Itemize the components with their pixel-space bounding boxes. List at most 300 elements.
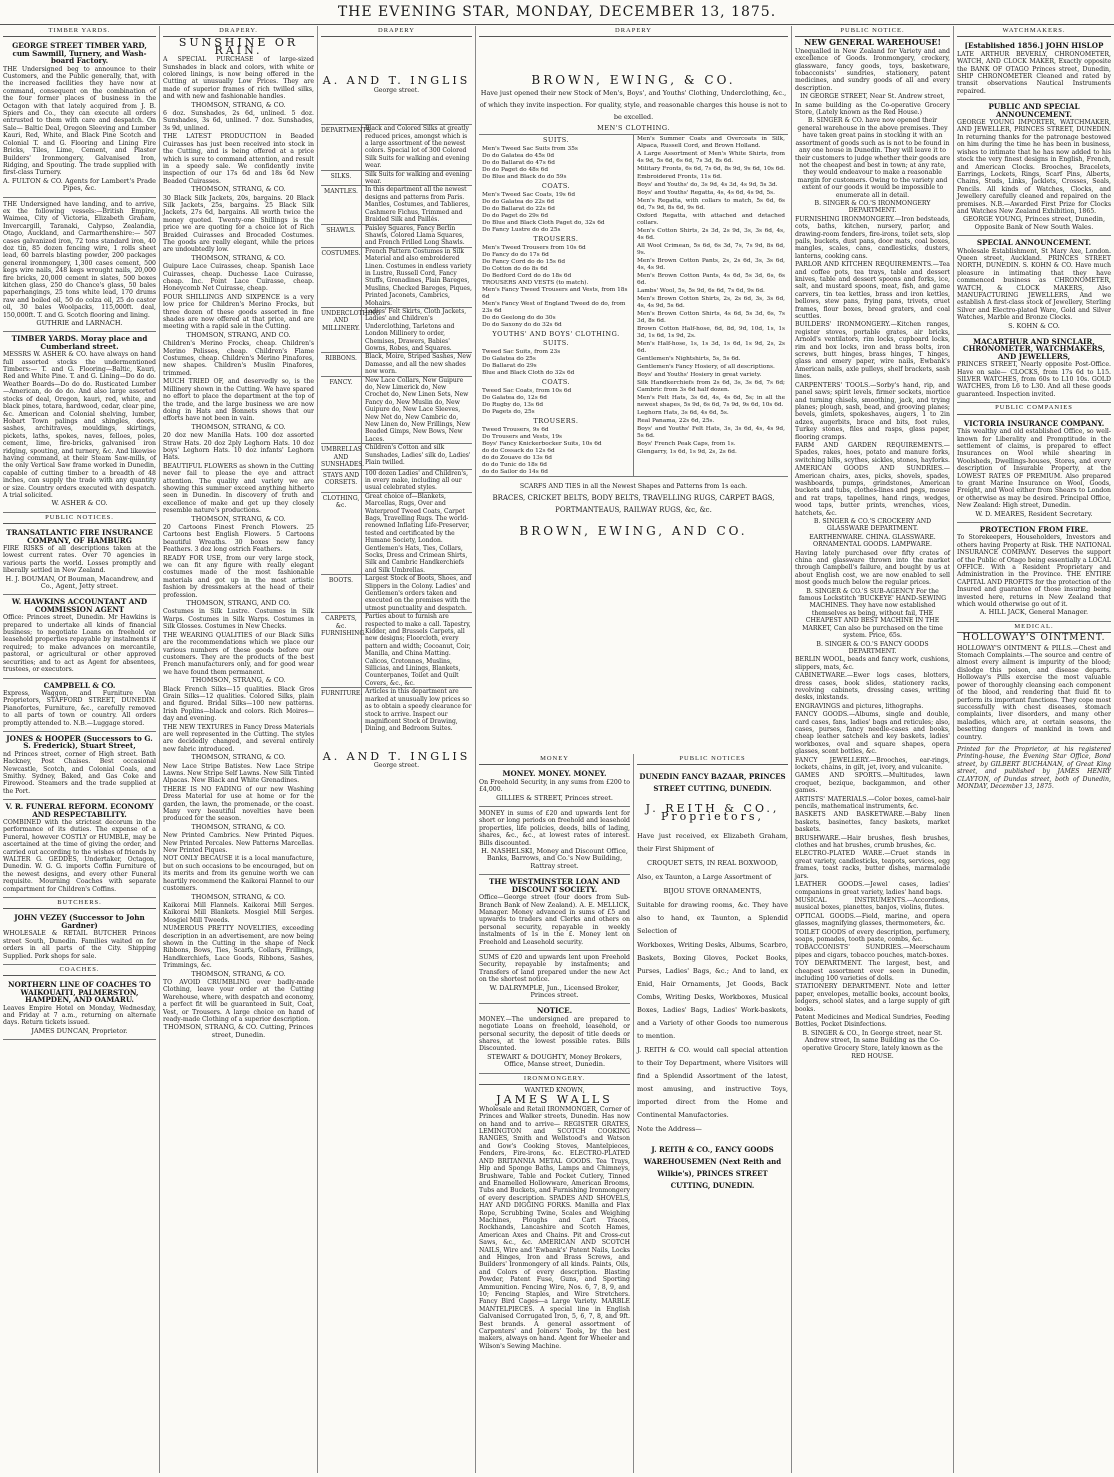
singer-paragraph: ARTISTS' MATERIALS.—Color boxes, camel-hair pencils, mathematical instruments, &c.	[795, 795, 950, 811]
department-text: Black and Colored Silks at greatly reduced prices, amongst which is a large assortment of the newest colors. Special lot of 300 Colored Silk Suits for walking and evening wear.	[365, 125, 470, 170]
advertisement	[3, 332, 156, 512]
walls-pre: WANTED KNOWN,	[524, 1087, 585, 1095]
section-head-watchmakers: WATCHMAKERS.	[957, 26, 1111, 37]
holloway-body: HOLLOWAY'S OINTMENT & PILLS.—Chest and Stomach Complaints.—The source and centre of almost every ailment is impurity of the blood; dislodge this poison, and disease departs. Holloway's Pills exercise the most valuable power of thoroughly cleansing each component of the blood, and rendering that fluid fit to perform its important functions. They cope most successfully with chest diseases, stomach complaints, liver disorders, and many other maladies, which are, at certain seasons, the besetting dangers of mankind in town and country.	[957, 644, 1111, 741]
price-line: Men's Regatta, with collars to match, 5s 6d, 6s 6d, 7s 9d, 8s 6d, 9s 6d.	[637, 198, 785, 212]
singer-paragraph: IN GEORGE STREET, Near St. Andrew street,	[800, 93, 945, 101]
drapery-paragraph: FOUR SHILLINGS AND SIXPENCE is a very low price for Children's Merino Frocks, but three dozen of these goods assorted in fine shades are now offered at that price, and are meeting with a rapid sale in the Cutting.	[163, 293, 314, 331]
section-head-drapery-2: DRAPERY	[321, 26, 472, 37]
section-head-drapery-3: DRAPERY	[479, 26, 788, 37]
price-line: Do do Paget do 48s 6d	[482, 167, 549, 174]
singer-paragraph: B. SINGER & CO.'S SUB-AGENCY For the famous Lockstitch 'BUCKEYE' HAND-SEWING MACHINES. They have now established themselves as being, without fail, THE CHEAPEST AND BEST MACHINE IN THE MARKET, Can also be purchased on the time system. Price, 65s.	[798, 587, 947, 640]
braces-line: BRACES, CRICKET BELTS, BODY BELTS, TRAVELLING RUGS, CARPET BAGS, PORTMANTEAUS, RAILWAY RUGS, &c, &c.	[492, 493, 775, 514]
department-text: Children's Cotton and silk Sunshades, Ladies' silk do, Ladies' Plain twilled.	[365, 444, 471, 467]
section-head-money: MONEY	[479, 754, 630, 765]
department-text: Silk Suits for walking and evening wear.	[365, 170, 470, 186]
singer-paragraph: ELECTRO-PLATED WARE.—Cruet stands in great variety, candlesticks, teapots, services, egg frames, toast racks, butter dishes, marmalade jars.	[795, 850, 950, 880]
advertisement	[957, 236, 1111, 335]
department-row	[321, 124, 472, 169]
ad-signature: W. D. MEARES, Resident Secretary.	[975, 509, 1093, 518]
ad-title: GEORGE STREET TIMBER YARD, cum Sawmill, Turnery, and Wash-board Factory.	[12, 41, 147, 66]
ad-body: MONEY in sums of £20 and upwards lent for short or long periods on freehold and leasehold properties, life policies, deeds, bills of lading, shares, &c., &c., at lowest rates of interest. Bills discounted.	[479, 810, 630, 847]
advertisement	[3, 39, 156, 197]
singer-paragraph: TOILET GOODS of every description, perfumery, soaps, pomades, tooth paste, combs, &c.	[795, 928, 950, 943]
department-row	[321, 247, 472, 307]
inglis-subtitle: George street.	[373, 86, 420, 94]
drapery-paragraph: 20 Cartoons Finest French Flowers. 25 Cartoons best English Flowers. 5 Cartoons beautiful Wreaths. 30 boxes new fancy Feathers. 3 doz long ostrich Feathers.	[163, 524, 314, 554]
singer-paragraph: GAMES AND SPORTS.—Multitudes, lawn croquet, bezique, backgammon, and other games.	[795, 772, 950, 795]
ad-title: [Established 1856.] JOHN HISLOP	[964, 41, 1104, 51]
advertisement	[3, 526, 156, 595]
ad-body: THE Undersigned beg to announce to their Customers, and the Public generally, that, with the increased facilities they have now at command, consequent on the combination of the four former places of business in the Octagon with that lately acquired from J. B. Spiers and Co., they can execute all orders entrusted to them with care and despatch. On Sale— Baltic Deal, Oregon Sleeving and Lumber Kauri, Red, White, and Black Pine Scotch and Colonial T. and G. Flooring and Lining Fire Bricks, Tiles, Lime, Cement, and Plaster Builders' Ironmongery, Galvanised Iron, Ridging, and Spouting. The trade supplied with first-class Turnery.	[3, 65, 156, 177]
price-line: Men's Tweed Trousers from 10s 6d	[482, 245, 586, 252]
ad-signature: W. DALRYMPLE, Jun., Licensed Broker, Princes street.	[489, 983, 620, 999]
drapery-paragraph: A SPECIAL PURCHASE of large-sized Sunshades in black and colors, with white or colored linings, is now being offered in the Cutting at unusually Low Prices. They are made of superior frames of rich twilled silks, and with new and fashionable handles.	[163, 56, 314, 101]
advertisement	[3, 800, 156, 898]
singer-paragraph: FURNISHING IRONMONGERY.—Iron bedsteads, cots, baths, kitchen, nursery, parlor, and drawing-room fenders, fire-irons, toilet sets, slop pails, buckets, dust pans, door mats, coal boxes, mangles, scales, cans, candlesticks, dusters, lanterns, cooking cans.	[795, 215, 950, 260]
department-label: DEPARTMENTS.	[321, 125, 362, 169]
singer-paragraph: FANCY GOODS.—Albums, single and double, card cases, fans, ladies' bags and reticules; also, cases, purses, fancy needle-cases and books, cheap leather satchels and key baskets, ladies' workboxes, oval and square shapes, opera glasses, scent bottles, &c.	[795, 711, 950, 756]
department-label: FANCY.	[321, 377, 362, 444]
drapery-paragraph: THERE IS NO FADING of our new Washing Dress Material for use at home or for the garden, the lawn, the promenade, or the coast. Many very beautiful novelties have been produced for the season.	[163, 785, 314, 823]
price-line: Real Panama, 22s 6d, 25s.	[637, 418, 715, 425]
department-text: 100 dozen Ladies' and Children's, in every make, including all our usual celebrated styles.	[365, 469, 469, 492]
ad-title: JONES & HOOPER (Successors to G. S. Frederick), Stuart Street,	[6, 733, 153, 751]
advertisement	[957, 39, 1111, 100]
scarfs-line: SCARFS AND TIES in all the Newest Shapes and Patterns from 1s each.	[519, 483, 748, 491]
walls-body: Wholesale and Retail IRONMONGER, Corner of Princes and Walker streets, Dunedin. Has now on hand and to arrive— REGISTER GRATES, LEMINGTON and SCOTCH COOKING RANGES, Smith and Wellstood's and Watson and Gow's Cooking Stoves, Mantelpieces, Fenders, Fire-irons, &c. ELECTRO-PLATED AND BRITANNIA METAL GOODS. Tea Trays, Hip and Sponge Baths, Lamps and Chimneys, Brushware, Table and Pocket Cutlery, Tinned and Enamelled Hollowware, American Brooms, Tubs and Buckets, and Furnishing Ironmongery of every description. SPADES AND SHOVELS, HAY AND DIGGING FORKS. Manilla and Flax Rope, Scrubbing Twine, Scales and Weighing Machines, Ploughs and Cart Traces, Rockhands, Lancashire and Scotch Hames, American Axes and Chains. Pit and Cross-cut Saws, &c., &c. AMERICAN AND SCOTCH NAILS, Wire and 'Ewbank's' Patent Nails, Locks and Hinges, Iron and Brass Screws, and Builders' Ironmongery of all kinds. Paints, Oils, and Colors of every description. Blasting Powder, Patent Fuse, Guns, and Sporting Ammunition. Fencing Wire, Nos. 6, 7, 8, 9, and 10; Fencing Staples, and Wire Stretchers. Fancy Bird Cages—a Large Variety. MARBLE MANTELPIECES. A special line in English Galvanised Corrugated Iron, 5, 6, 7, 8, and 9ft. Best brands. A general assortment of Carpenters' and Joiners' Tools, by the best makers, always on hand. Agent for Wheeler and Wilson's Sewing Machine.	[479, 1105, 630, 1350]
drapery-paragraph: 6 doz. Sunshades, 2s 6d, unlined. 5 doz. Sunshades, 3s 6d, unlined. 7 doz. Sunshades, 3s 9d, unlined.	[163, 110, 314, 132]
singer-paragraph: B. SINGER & CO.'S IRONMONGERY DEPARTMENT.	[814, 199, 931, 215]
drapery-paragraph: Children's Merino Frocks, cheap. Children's Merino Pelisses, cheap. Children's Flame Costumes, cheap. Children's Merino Pinafores, new shapes. Children's Muslin Pinafores, trimmed.	[163, 340, 314, 377]
thomson-signature: THOMSON, STRANG, & CO.	[191, 892, 286, 901]
ad-title: TRANSATLANTIC FIRE INSURANCE COMPANY, OF HAMBURG	[6, 528, 153, 545]
department-text: In this department all the newest designs and patterns from Paris. Mantles, Costumes, and Tablieres, Cashmere Fichus, Trimmed and Braided Silk and Paillés.	[365, 186, 470, 224]
thomson-signature: THOMSON, STRANG, & CO.	[191, 514, 286, 523]
department-label: COSTUMES.	[321, 248, 362, 307]
singer-paragraph: BASKETS AND BASKETWARE.—Baby linen baskets, basinettes, fancy baskets, market baskets.	[795, 811, 950, 834]
ad-signature: S. KOHN & CO.	[1008, 321, 1060, 330]
ad-title: V. R. FUNERAL REFORM. ECONOMY AND RESPECTABILITY.	[5, 802, 154, 819]
ad-title: TIMBER YARDS. Moray place and Cumberland street.	[11, 334, 148, 351]
price-line: Men's Brown Cotton Pants, 4s 6d, 5s 3d, 6s, 6s 6d.	[637, 273, 785, 287]
drapery-paragraph: 20 doz new Manilla Hats. 100 doz assorted Straw Hats. 20 doz 2ply Leghorn Hats. 10 doz boys' Leghorn Hats. 10 doz infants' Leghorn Hats.	[163, 432, 314, 462]
ad-signature: GUTHRIE and LARNACH.	[36, 319, 123, 328]
price-line: Gentlemen's Fancy Hosiery, of all descriptions.	[637, 364, 775, 371]
price-line: Men's Fancy West of England Tweed do do, from 23s 6d	[482, 301, 626, 315]
price-line: Men's Brown Cotton Shirts, 2s, 2s 6d, 3s, 3s 6d, 4s, 4s 9d, 5s 6d.	[637, 296, 785, 310]
reith-line: Workboxes, Writing Desks, Albums, Scarbro, Baskets, Boxing Gloves, Pocket Books, Purses, Ladies' Bags, &c.; And to land, ex Enid, Hair Ornaments, Jet Goods, Back Combs, Writing Desks, Workboxes, Musical Boxes, Ladies' Bags, Ladies' Work-baskets, and a Variety of other Goods too numerous to mention.	[637, 941, 788, 1041]
reith-line: Have just received, ex Elizabeth Graham, their First Shipment of	[637, 832, 788, 854]
department-label: SILKS.	[321, 171, 362, 186]
singer-paragraph: FANCY JEWELLERY.—Brooches, ear-rings, lockets, chains, in gilt, jet, ivory, and vulcanite.	[795, 756, 950, 771]
department-text: Parties about to furnish are respected to make a call. Tapestry, Kidder, and Brussels Carpets, all new designs; Floorcloth, every pattern and width; Cocoanut, Coir, Manilla, and China Matting. Calicos, Cretonnes, Muslins, Sillicias, and Linings, Blankets, Counterpanes, Toilet and Quilt Covers, &c., &c.	[365, 613, 471, 687]
ad-signature: A. FULTON & CO. Agents for Lambert's Prade Pipes, &c.	[3, 176, 156, 193]
thomson-signature: THOMSON, STRANG, AND CO.	[186, 599, 291, 608]
drapery-paragraph: TO AVOID CRUMBLING over badly-made Clothing, leave your order at the Cutting Warehouse, where, with despatch and economy, a perfect fit will be guaranteed in Suit, Coat, Vest, or Trousers. A large choice on hand of ready-made Clothing of a superior description.	[163, 978, 314, 1023]
department-text: French Pattern Costumes in Silk Material and also embroidered Linen. Costumes in endless variety in Lustre, Russell Cord, Fancy Stuffs, Grenadines, Plain Bareges, Muslins, Checked Bareges, Piques, Printed Jaconets, Cambrics, Mohairs.	[365, 247, 472, 307]
singer-paragraph: Unequalled in New Zealand for Variety and and excellence of Goods. Ironmongery, crockery, glassware, fancy goods, toys, basketware, tobacconists' sundries, stationery, patent medicines, and sundry goods of all and every description.	[795, 47, 950, 92]
advertisement	[479, 807, 630, 875]
price-line: do do Sailor do 14s 6d	[482, 469, 548, 476]
section-head-medical: MEDICAL.	[957, 622, 1111, 633]
singer-paragraph: Having lately purchased over fifty crates of china and glassware thrown into the market through Campbell's failure, and bought by us at about English cost, we are now enabled to sell most goods much below the regular prices.	[795, 549, 950, 587]
thomson-signature: THOMSON, STRANG, & CO.	[191, 822, 286, 831]
ad-body: FIRE RISKS of all descriptions taken at the lowest current rates. Over 70 agencies in various parts the world. Losses promptly and liberally settled in New Zealand.	[3, 545, 156, 575]
drapery-paragraph: THE NEW TEXTURES in Fancy Dress Materials are well represented in the Cutting. The styles are decidedly changed, and several entirely new fabric introduced.	[163, 723, 314, 753]
department-row	[321, 224, 472, 247]
ad-body: THE Undersigned have landing, and to arrive, ex the following vessels:—British Empire, Waimea, City of Victoria, Elizabeth Graham, Invercargill, Taranaki, Calypso, Zealandia, Otago, Auckland, and Carmarthenshire:— 507 cases galvanized iron, 72 tons standard iron, 40 doz tin, 85 dozen fencing wire, 1 rolls sheet lead, 60 barrels blasting powder, 200 packages general ironmongery, 1,300 cases cement, 500 kegs wire nails, 248 kegs wrought nails, 20,000 fire bricks, 20,000 cement in slates, 500 boxes kitchen glass, 250 do Chance's glass, 50 bales paperhangings, 25 tons white lead, 170 drums raw and boiled oil, 50 do colza oil, 25 do castor oil, 30 bales Woolpacks, 115,000ft. deal, 150,000ft. T. and G. Scotch flooring and lining.	[3, 200, 156, 319]
reith-line: Suitable for drawing rooms, &c. They have also to hand, ex Taunton, a Splendid Selection of	[637, 901, 788, 936]
ad-signature: A. HILL JACK, General Manager.	[979, 608, 1089, 617]
price-line: All Wool Crimean, 5s 6d, 6s 3d, 7s, 7s 9d, 8s 6d, 9s.	[637, 243, 785, 257]
singer-paragraph: RED HOUSE.	[851, 1053, 894, 1061]
department-row	[321, 574, 472, 612]
column-watchmakers	[954, 26, 1114, 1473]
advertisement	[479, 1004, 630, 1073]
reith-line: Also, ex Taunton, a Large Assortment of	[637, 873, 772, 882]
price-line: Do do Ballarat do 22s 6d	[482, 206, 555, 213]
price-line: Do Galatea do, 12s 6d	[482, 395, 547, 402]
ad-body: PRINCES STREET, Nearly opposite Post-Office. Have on sale— CLOCKS, from 17s 6d to L15. SILVER WATCHES, from 60s to L10 10s. GOLD WATCHES, from L6 to L30. And all these goods guaranteed. Inspection invited.	[957, 361, 1111, 398]
price-subhead: SUITS.	[542, 339, 570, 348]
department-row	[321, 612, 472, 687]
department-label: SHAWLS.	[321, 225, 362, 247]
singer-paragraph: B. SINGER & CO.'S CROCKERY AND GLASSWARE DEPARTMENT.	[813, 518, 932, 533]
ad-signature: STEWART & DOUGHTY, Money Brokers, Office, Manse street, Dunedin.	[487, 1052, 622, 1069]
advertisement	[3, 978, 156, 1040]
price-line: Men's Fancy Tweed Trousers and Vests, from 18s 6d	[482, 287, 628, 301]
price-line: Do Pagets do, 25s	[482, 409, 535, 416]
price-line: Boys' and Youths' Regatta, 4s, 4s 6d, 4s 9d, 5s.	[637, 190, 775, 197]
advertisement	[3, 679, 156, 732]
brown-ewing-intro: Have just opened their new Stock of Men's, Boys', and Youths' Clothing, Underclothing, &c., of which they invite inspection. For quality, style, and reasonable charges this house is not to be excelled.	[479, 88, 788, 121]
department-text: New Lace Collars, New Guipure do, New Limerick do, New Crochet do, New Linen Sets, New Fancy do, New Muslin do, New Guipure do, New Lace Sleeves, New Net do, New Cambric do, New Linen do, New Frillings, New Beaded Gimps, New Bows, New Laces.	[365, 376, 471, 443]
general-warehouse-title: NEW GENERAL WAREHOUSE!	[803, 37, 942, 48]
department-row	[321, 687, 472, 732]
ad-body: MESSRS W. ASHER & CO. have always on hand full assorted stocks the undermentioned Timbers:— T. and G. Flooring—Baltic, Kauri, Red and White Pine. T. and G. Lining—Do do do. Weather Boards—Do do do. Rusticated Lumber—American, do do do. And also large assorted stocks of deal, Oregon, kauri, red, white, and black pines, totara, hardwood, cedar, clear pine, &c. American and Colonial shelving, lumber, Hobart Town palings and shingles, doors, sashes, architraves, mouldings, skirtings, pickets, laths, spokes, naves, felloes, poles, cement, lime, fire-bricks, galvanised iron ridging, spouting, and turnery, &c. And likewise having command, at their Steam Saw-mills, of the only Vertical Saw frame worked in Dunedin, capable of cutting timber to a breadth of 48 inches, can supply the trade with any quantity or size. Country orders executed with despatch. A trial solicited.	[3, 351, 156, 499]
singer-paragraph: B. SINGER & CO. have now opened their general warehouse in the above premises. They have taken great pains in stocking it with an assortment of goods such as is not to be found in any one house in Dunedin. They will leave it to their customers to judge whether their goods are not the cheapest and best in town; at any rate, they would endeavour to make a reasonable margin for customers. Owing to the variety and extent of our goods it would be impossible to enumerate all in detail.	[795, 117, 950, 199]
drapery-paragraph: New Lace Stripe Batistes. New Lace Stripe Lawns. New Stripe Self Lawns. New Silk Tinted Alpacas. New Black and White Grenadines.	[163, 762, 314, 785]
department-label: RIBBONS.	[321, 353, 362, 375]
section-head-coaches: COACHES.	[3, 965, 156, 976]
mens-clothing-head: MEN'S CLOTHING.	[597, 123, 670, 132]
reith-footer: J. REITH & CO., FANCY GOODS WAREHOUSEMEN (Next Reith and Wilkie's), PRINCES STREET CUTTING, DUNEDIN.	[643, 1145, 782, 1191]
price-line: Do Cotton do do 8s 6d	[482, 266, 548, 273]
singer-paragraph: MUSICAL INSTRUMENTS.—Accordions, musical boxes, pianettes, banjos, violins, flutes.	[795, 896, 950, 912]
department-label: CARPETS, &c. FURNISHING.	[321, 613, 362, 687]
ad-body: Leaves Empire Hotel on Monday, Wednesday, and Friday at 7 a.m., returning on alternate days. Return tickets issued.	[3, 1004, 156, 1027]
singer-paragraph: FARM AND GARDEN REQUIREMENTS.—Spades, rakes, hoes, potato and manure forks, switching bills, scythes, sickles, stones, hayforks.	[795, 441, 950, 464]
price-line: Embroidered Fronts, 11s 6d.	[637, 174, 722, 181]
price-subhead: TROUSERS.	[533, 417, 579, 426]
price-line: Do do Saxony do do 32s 6d	[482, 322, 562, 329]
singer-paragraph: AMERICAN GOODS AND SUNDRIES.—American chairs, axes, picks, shovels, spades, washboards, pumps, grindstones, American buckets and tubs, clothes-lines and pegs, mouse and rat traps, tapelines, hand rings, wedges, wood taps, butter prints, wrenches, vices, hatchets, &c.	[795, 465, 950, 517]
ad-title: SPECIAL ANNOUNCEMENT.	[976, 238, 1092, 248]
price-subhead: YOUTHS' AND BOYS' CLOTHING.	[492, 330, 620, 339]
section-head-public-notices-2: PUBLIC NOTICES	[637, 754, 788, 765]
price-line: Tweed Sac Coats, from 10s 6d	[482, 388, 572, 395]
singer-paragraph: TOY DEPARTMENT. The largest, best, and cheapest assortment ever seen in Dunedin, including 100 varieties of dolls.	[795, 960, 950, 982]
column-inglis	[318, 26, 476, 1473]
ad-title-sunshine: SUNSHINE OR RAIN.	[178, 36, 299, 57]
department-row	[321, 376, 472, 444]
price-list-right	[633, 135, 788, 476]
ad-body: Wholesale Establishment, St Mary Axe, London. Queen street, Auckland. PRINCES STREET NORTH, DUNEDIN. S. KOHN & CO. Have much pleasure in intimating that they have commenced business as CHRONOMETER, WATCH, & CLOCK MAKERS, Also MANUFACTURING JEWELLERS, And we establish A first-class stock of Jewellery, Sterling Silver and Electro-plated Ware, Gold and Silver Watches, Marble and Bronze Clocks.	[957, 247, 1111, 322]
price-line: do do Tunic do 18s 6d	[482, 462, 547, 469]
singer-paragraph: PARLOR AND KITCHEN REQUIREMENTS.—Tea and coffee pots, tea trays, table and dessert knives, table and dessert spoons and forks, ice, salt, and mustard spoons, meat, fish, and game carvers, tin tea kettles, brass and iron kettles, bellows, stew pans, frying pans, trivets, cruet frames, flour boxes, bread graters, and coal scuttles.	[795, 261, 950, 321]
department-row	[321, 443, 472, 468]
reith-line: CROQUET SETS, IN REAL BOXWOOD,	[646, 859, 779, 868]
thomson-signature: THOMSON, STRANG, & CO.	[191, 100, 286, 109]
drapery-paragraph: Kaikorai Mill Flannels. Kaikorai Mill Serges. Kaikorai Mill Blankets. Mosgiel Mill Serges. Mosgiel Mill Tweeds.	[163, 901, 314, 924]
column-singer	[792, 26, 954, 1473]
price-line: Boys' French Peak Caps, from 1s.	[637, 441, 736, 448]
drapery-paragraph: Guipure Lace Cuirasses, cheap. Spanish Lace Cuirasses, cheap. Duchesse Lace Cuirasse, cheap. Inc. Point Lace Cuirasse, cheap. Honeycomb Net Cuirasse, cheap.	[163, 263, 314, 293]
reith-line: Note the Address—	[637, 1125, 702, 1134]
singer-paragraph: CARPENTERS' TOOLS.—Sorby's hand, rip, and panel saws; spirit levels, firmer sockets, mortice and turning chisels, smoothing, jack, and trying planes; plough, sash, bead, and grooving planes; bevels, gimlets, spokeshaves, augers, 1 to 2in adzes, augerbits, brace and bits, foot rules, Turkey stones, files and rasps, glass paper, flooring cramps.	[795, 381, 950, 441]
drapery-paragraph: READY FOR USE, from our very large stock, we can fit any figure with really elegant costumes made of the most fashionable materials and got up in the most artistic fashion by dressmakers at the head of their profession.	[163, 554, 314, 599]
price-subhead: SUITS.	[542, 136, 570, 145]
advertisement	[3, 198, 156, 333]
department-text: Paisley Squares, Fancy Berlin Shawls, Colored Llama Squares, and French Frilled Long Shawls.	[365, 224, 465, 247]
department-text: Ladies' Felt Skirts, Cloth Jackets, Ladies' and Children's Underclothing, Tarletons and London Millinery to order, Chemises, Drawers, Babies' Gowns, Robes, and Squares.	[365, 307, 467, 352]
ad-body: nd Princes street, corner of High street. Bath Hackney, Post Chaises. Best occasional Newcastle, Scotch, and Colonial Coals, and Smithy. Sydney, Baked, and Gas Coke and Firewood. Steamers and the trade supplied at the Port.	[3, 750, 156, 795]
price-line: Men's Cotton Shirts, 2s 3d, 2s 9d, 3s, 3s 6d, 4s, 4s 6d.	[637, 228, 785, 242]
price-line: Lambs' Wool, 5s, 5s 9d, 6s 6d, 7s 6d, 9s 6d.	[637, 288, 765, 295]
department-label: FURNITURE.	[321, 688, 362, 732]
price-line: Do Fancy Cord do do 15s 6d	[482, 259, 566, 266]
department-text: Great choice of—Blankets, Marcellas, Rugs, Over and Waterproof Tweed Coats, Carpet Bags, Travelling Rugs. The world-renowned Inflating Life-Preserver, tested and certificated by the Humane Society, London. Gentlemen's Hats, Ties, Collars, Socks, Dress and Crimean Shirts, Silk and Cambric Handkerchiefs and Silk Umbrellas.	[365, 492, 470, 574]
price-line: Do do Ballarat do 47s 6d	[482, 160, 555, 167]
price-line: Boys' Fancy Knickerbocker Suits, 10s 6d	[482, 441, 602, 448]
ad-title: MONEY. MONEY. MONEY.	[502, 769, 607, 779]
advertisement	[3, 911, 156, 964]
price-line: Boys' and Youths' do, 3s 9d, 4s 3d, 4s 9d, 5s 3d.	[637, 182, 778, 189]
singer-paragraph: B. SINGER & CO., In George street, near St. Andrew street, In same Building as the Co-operative Grocery Store, lately known as the	[802, 1029, 943, 1052]
price-line: Men's Summer Coats and Overcoats in Silk, Alpaca, Russell Cord, and Brown Holland.	[637, 136, 785, 150]
section-head-timber: TIMBER YARDS.	[3, 26, 156, 37]
price-line: Do Trousers and Vests, 19s	[482, 434, 562, 441]
ad-body: LATE ARTHUR BEVERLY, CHRONOMETER, WATCH, AND CLOCK MAKER, Exactly opposite the BANK OF OTAGO Princes street, Dunedin, SHIP CHRONOMETER Cleaned and rated by transit observations Nautical Instruments repaired.	[957, 50, 1111, 95]
drapery-paragraph: Costumes in Silk Lustre. Costumes in Silk Warps. Costumes in Silk Warps. Costumes in Silk Glosses. Costumes in New Checks.	[163, 608, 314, 631]
ad-title: CAMPBELL & CO.	[43, 680, 116, 690]
ad-body: Office: Princes street, Dunedin. Mr Hawkins is prepared to undertake all kinds of financial business; to negotiate Loans on freehold or leasehold properties repayable by instalments if required; to make advances on mercantile, pastoral, or agricultural or other approved securities; and to act as Agent for absentees, trustees, or executors.	[3, 614, 156, 674]
advertisement	[957, 100, 1111, 236]
advertisement	[957, 335, 1111, 403]
price-line: Gentlemen's Nightshirts, 5s, 5s 6d.	[637, 356, 741, 363]
department-text: Articles in this department are marked at unusually low prices so as to obtain a speedy clearance for stock to arrive. Inspect our magnificent Stock of Drawing, Dining, and Bedroom Suites.	[365, 688, 472, 733]
price-line: Military Fronts, 6s 6d, 7s 6d, 8s 9d, 9s 6d, 10s 6d.	[637, 166, 785, 173]
price-line: Do Fancy do do 17s 6d	[482, 252, 549, 259]
price-line: Do do Galatea do 45s 0d	[482, 153, 555, 160]
singer-paragraph: LEATHER GOODS.—Jewel cases, ladies' companions in great variety, ladies' hand bags.	[795, 881, 950, 896]
ad-body: On Freehold Security, in any sums from £200 to £4,000.	[479, 778, 630, 794]
ad-title: NOTICE.	[536, 1006, 573, 1016]
ad-title: PROTECTION FROM FIRE.	[979, 524, 1089, 534]
price-line: Do Blue and Black do do 59s	[482, 174, 567, 181]
ad-title: PUBLIC AND SPECIAL ANNOUNCEMENT.	[988, 102, 1080, 119]
department-label: STAYS AND CORSETS.	[321, 470, 362, 492]
ad-body: Office—George street (four doors from Sub-Branch Bank of New Zealand). A. E. MELLICK, Manager. Money advanced in sums of £5 and upwards to traders and Clerks and others on personal security, repayable in weekly instalments of 1s in the £. Money lent on Freehold and Leasehold security.	[479, 894, 630, 946]
advertisement	[957, 523, 1111, 622]
reith-line: BIJOU STOVE ORNAMENTS,	[663, 887, 762, 896]
advertisement	[3, 732, 156, 800]
price-line: Do do Galatea do 22s 6d	[482, 199, 555, 206]
singer-paragraph: ENGRAVINGS and pictures, lithographs.	[795, 702, 924, 710]
column-drapery-thomson	[160, 26, 318, 1473]
department-row	[321, 307, 472, 352]
inglis-title: A. AND T. INGLIS	[322, 74, 471, 88]
section-head-ironmongery: IRONMONGERY.	[479, 1074, 630, 1085]
thomson-signature: THOMSON, STRANG, & CO.	[191, 676, 286, 685]
ad-signature: W. ASHER & CO.	[51, 499, 108, 508]
ad-title: JOHN VEZEY (Successor to John Gardner)	[14, 913, 145, 930]
ad-signature: GEORGE YOUNG, Princes street, Dunedin, Opposite Bank of New South Wales.	[962, 215, 1106, 231]
price-line: Boys' and Youths' Hosiery in great variety.	[637, 372, 762, 379]
price-line: Men's Tweed Sac Suits from 35s	[482, 146, 578, 153]
singer-paragraph: EARTHENWARE. CHINA. GLASSWARE. ORNAMENTAL GOODS. LAMPWARE.	[809, 533, 936, 549]
department-label: CLOTHING, &c.	[321, 493, 362, 574]
ad-signature: JAMES DUNCAN, Proprietor.	[31, 1026, 128, 1035]
price-line: Do Ballarat do 29s	[482, 363, 537, 370]
department-row	[321, 352, 472, 375]
department-text: Black, Moire, Striped Sashes, New Damasse, and all the new shades now worn.	[365, 353, 472, 376]
advertisement	[479, 767, 630, 807]
singer-paragraph: BERLIN WOOL, beads and fancy work, cushions, slippers, mats, &c.	[795, 656, 950, 671]
inglis-footer-title: A. AND T. INGLIS	[322, 749, 471, 763]
singer-paragraph: STATIONERY DEPARTMENT. Note and letter paper, envelopes, metallic books, account books, ledgers, school slates, and a large supply of gift books.	[795, 983, 950, 1013]
department-label: UMBRELLAS AND SUNSHADES.	[321, 446, 365, 469]
ad-title: MACARTHUR AND SINCLAIR, CHRONOMETER, WATCHMAKERS, AND JEWELLERS,	[962, 337, 1106, 361]
drapery-paragraph: Black French Silks—15 qualities. Black Gros Grain Silks—12 qualities. Colored Silks, plain and figured. Bridal Silks—100 new patterns. Irish Poplins—black and colors. Rich Moires—day and evening.	[163, 685, 314, 723]
brown-ewing-title: BROWN, EWING, & CO.	[531, 73, 736, 88]
ad-body: MONEY.—The undersigned are prepared to negotiate Loans on freehold, leasehold, or personal security, the deposit of title deeds or shares, at the lowest possible rates. Bills Discounted.	[479, 1015, 630, 1053]
price-list-left	[479, 135, 633, 476]
price-line: Do do Geelong do do 30s	[482, 315, 556, 322]
drapery-paragraph: BEAUTIFUL FLOWERS as shown in the Cutting never fail to please the eye and attract attention. The quality and variety we are showing this summer exceed anything hitherto seen in Dunedin. In discovery of truth and excellence of make and get up they closely resemble nature's productions.	[163, 462, 314, 515]
section-head-public-notice: PUBLIC NOTICE.	[795, 26, 950, 37]
thomson-signature: THOMSON, STRANG, & CO.	[191, 753, 286, 762]
column-money	[476, 754, 634, 1473]
inglis-footer-subtitle: George street.	[373, 762, 420, 770]
thomson-signature: THOMSON, STRANG, & CO.	[191, 253, 286, 262]
price-line: Do Blue and Black Cloth Paget do, 32s 6d	[482, 220, 605, 227]
singer-paragraph: OPTICAL GOODS.—Field, marine, and opera glasses, magnifying glasses, thermometers, &c.	[795, 912, 950, 928]
singer-paragraph: BRUSHWARE.—Hair brushes, flesh brushes, clothes and hat brushes, crumb brushes, &c.	[795, 834, 950, 850]
advertisement	[479, 875, 630, 951]
thomson-signature: THOMSON, STRANG, & CO. Cutting, Princes street, Dunedin.	[163, 1023, 314, 1039]
department-row	[321, 492, 472, 574]
price-line: Men's Brown Cotton Shirts, 4s 6d, 5s 3d, 6s, 7s 3d, 8s 6d.	[637, 311, 785, 325]
price-subhead: COATS.	[541, 378, 571, 387]
price-line: Do Bedford Cord do do 18s 6d	[482, 273, 572, 280]
drapery-paragraph: MUCH TRIED OF, and deservedly so, is the Millinery shown in the Cutting. We have spared no effort to place the department at the top of the trade, and the large business we are now doing in Hats and Bonnets shows that our efforts have not been in vain.	[163, 378, 314, 423]
department-row	[321, 170, 472, 186]
department-text: Largest Stock of Boots, Shoes, and Slippers in the Colony. Ladies' and Gentlemen's orders taken and executed on the premises with the utmost punctuality and despatch.	[365, 575, 472, 612]
ad-body: SUMS of £20 and upwards lent upon Freehold Security, repayable by instalments; and Transfers of land prepared under the new Act on the shortest notice.	[479, 953, 630, 984]
singer-paragraph: BUILDERS' IRONMONGERY.—Kitchen ranges, register stoves, portable grates, air bricks, Arnold's ventilators, rim locks, cupboard locks, rim and box locks, iron and brass bolts, iron screws, butt hinges, brass hinges, T hinges, glass and emery paper, wire nails, Ewbank's American nails, axle pulleys, shelf brackets, sash lines.	[795, 321, 950, 381]
price-line: Leghorn Hats, 3s 6d, 4s 6d, 5s.	[637, 410, 729, 417]
singer-paragraph: Patent Medicines and Medical Sundries, Feeding Bottles, Pocket Disinfections.	[795, 1014, 950, 1029]
department-label: MANTLES.	[321, 186, 362, 223]
ad-body: WHOLESALE & RETAIL BUTCHER Princes street South, Dunedin. Families waited on for orders in all parts of the City. Shipping Supplied. Pork shops for sale.	[3, 930, 156, 960]
drapery-paragraph: NUMEROUS PRETTY NOVELTIES, exceeding description in an advertisement, are now being shown in the Cutting in the shape of Neck Ribbons, Bows, Ties, Scarfs, Collars, Frillings, Handkerchiefs, Lace Goods, Ribbons, Sashes, Trimmings, &c.	[163, 925, 314, 970]
price-line: do do Cossack do 12s 6d	[482, 448, 555, 455]
thomson-signature: THOMSON, STRANG, & CO.	[191, 969, 286, 978]
drapery-paragraph: THE WEARING QUALITIES of our Black Silks are the recommendations which we place our various numbers of these goods before our customers. They are the products of the best French manufacturers only, and for good wear we have found them permanent.	[163, 631, 314, 676]
drapery-paragraph: New Printed Cambrics. New Printed Piques. New Printed Percales. New Patterns Marcellas. New Printed Piques.	[163, 832, 314, 855]
price-line: Do Fancy Lustre do do 25s	[482, 227, 561, 234]
section-head-public-companies: PUBLIC COMPANIES	[957, 403, 1111, 414]
price-line: Do Rugby do, 13s 6d	[482, 402, 544, 409]
price-line: Tweed Sac Suits, from 23s	[482, 349, 561, 356]
thomson-signature: THOMSON, STRANG, & CO.	[191, 185, 286, 194]
brown-ewing-ad	[476, 26, 792, 754]
price-line: Brown Cotton Half-hose, 6d, 8d, 9d, 10d, 1s, 1s 3d, 1s 6d, 1s 9d, 2s.	[637, 326, 785, 340]
ad-title: W. HAWKINS ACCOUNTANT AND COMMISSION AGENT	[11, 597, 148, 614]
department-label: BOOTS.	[321, 575, 362, 612]
singer-paragraph: TOBACCONISTS' SUNDRIES.—Meerschaum pipes and cigars, tobacco pouches, match-boxes.	[795, 944, 950, 959]
singer-paragraph: B. SINGER & CO.'S FANCY GOODS DEPARTMENT.	[816, 640, 929, 655]
price-line: Men's Brown Cotton Pants, 2s, 2s 6d, 3s, 3s 6d, 4s, 4s 9d.	[637, 258, 785, 272]
price-line: Glengarry, 1s 6d, 1s 9d, 2s, 2s 6d.	[637, 449, 737, 456]
ad-signature: GILLIES & STREET, Princes street.	[496, 793, 613, 802]
department-row	[321, 185, 472, 223]
section-head-drapery: DRAPERY.	[163, 26, 314, 37]
ad-signature: H. NASHELSKI, Money and Discount Office, Banks, Barrows, and Co.'s New Building, Rattray street.	[481, 847, 628, 870]
brown-ewing-title-2: BROWN, EWING, AND CO.	[519, 523, 748, 538]
advertisement	[479, 951, 630, 1004]
price-subhead: COATS.	[541, 182, 571, 191]
singer-paragraph: In same building as the Co-operative Grocery Store, (Lately known as the Red House.)	[795, 101, 950, 117]
drapery-paragraph: THE LATEST PRODUCTION in Beaded Cuirasses has just been received into stock in the Cutting, and is being offered at a price which is sure to command attention, and result in a speedy sale. We confidently invite inspection of our 17s 6d and 18s 6d New Beaded Cuirasses.	[163, 133, 314, 185]
ad-title: VICTORIA INSURANCE COMPANY.	[963, 418, 1105, 428]
column-timber-public	[0, 26, 160, 1473]
holloway-title: HOLLOWAY'S OINTMENT.	[962, 633, 1106, 644]
section-head-public-notices: PUBLIC NOTICES.	[3, 513, 156, 524]
ad-title: NORTHERN LINE OF COACHES TO WAIKOUAITI, PALMERSTON, HAMPDEN, AND OAMARU.	[7, 980, 152, 1005]
ad-body: To Storekeepers, Householders, Investors and others having Property at Risk. THE NATIONAL INSURANCE COMPANY. Deserves the support of the Public of Otago being essentially a LOCAL OFFICE. With a Resident Proprietary and Administration in the Province. THE ENTIRE CAPITAL AND PROFITS for the protection of the Insured and guarantee of those insuring being invested here, returns in New Zealand that which would otherwise go out of it.	[957, 534, 1111, 609]
price-line: Silk Handkerchiefs from 2s 6d, 3s, 3s 6d, 7s 6d; Cambric from 3s 6d half dozen.	[637, 380, 785, 394]
price-line: Oxford Regatta, with attached and detached collars.	[637, 213, 785, 227]
price-line: Tweed Trousers, 9s 6d	[482, 427, 549, 434]
price-line: Blue and Black Cloth do 32s 6d	[482, 370, 575, 377]
price-subhead: TROUSERS.	[533, 235, 579, 244]
masthead: THE EVENING STAR, MONDAY, DECEMBER 13, 1875.	[0, 0, 1114, 25]
price-line: Men's Felt Hats, 3s 6d, 4s, 4s 6d, 5s; in all the newest shapes, 5s 9d, 6s 6d, 7s 9d, 9s 6d, 10s 6d.	[637, 395, 785, 409]
thomson-signature: THOMSON, STRANG, & CO.	[191, 422, 286, 431]
ad-body: This wealthy and old established Office, so well-known for Liberality and Promptitude in the settlement of claims, is prepared to effect Insurances on Wool while shearing in Woolsheds, Dwellings-houses, Stores, and every description of Insurable Property, at the LOWEST RATES OF PREMIUM. Also prepared to grant Marine Insurance on Wool, Goods, Freight, and Wool either from Shears to London or otherwise as may be desired. Principal Office, New Zealand: High street, Dunedin.	[957, 428, 1111, 510]
ad-body: Express, Waggon, and Furniture Van Proprietors, STAFFORD STREET, DUNEDIN. Pianofortes, Furniture, &c., carefully removed to all parts of town or country. All orders promptly attended to. N.B.—Luggage stored.	[3, 689, 156, 727]
ad-title: THE WESTMINSTER LOAN AND DISCOUNT SOCIETY.	[489, 877, 620, 894]
section-head-butchers: BUTCHERS.	[3, 898, 156, 909]
drapery-paragraph: NOT ONLY BECAUSE it is a local manufacture, but on such occasions to be encouraged, but on its merits and from its genuine worth we can heartily recommend the Kaikorai Flannel to our customers.	[163, 855, 314, 893]
advertisement	[957, 417, 1111, 523]
fancy-bazaar-title: DUNEDIN FANCY BAZAAR, PRINCES STREET CUTTING, DUNEDIN.	[639, 772, 786, 794]
walls-title: JAMES WALLS	[496, 1093, 613, 1107]
reith-line: J. REITH & CO. would call special attention to their Toy Department, where Visitors will find a Splendid Assortment of the latest, most amusing, and instructive Toys, imported direct from the Home and Continental Manufactories.	[637, 1046, 788, 1120]
price-line: TROUSERS AND VESTS (to match).	[482, 280, 589, 287]
department-label: UNDERCLOTHING AND MILLINERY.	[321, 308, 362, 352]
singer-paragraph: CABINETWARE.—Ewer logs cases, blotters, dress cases, book slides, stationery racks, revolving cabinets, dressing cases, writing desks, inkstands.	[795, 672, 950, 702]
price-line: Men's Tweed Sac Coats, 19s 6d	[482, 192, 576, 199]
printers-imprint: Printed for the Proprietor, at his registered Printing-house, the Evening Star Office, Bond street, by GILBERT BUCHANAN, of Great King street, and published by JAMES HENRY CLAYTON, of Dundas street, both of Dunedin, MONDAY, December 13, 1875.	[957, 745, 1111, 790]
price-line: Men's Half-hose, 1s, 1s 3d, 1s 6d, 1s 9d, 2s, 2s 6d.	[637, 341, 785, 355]
advertisement	[3, 595, 156, 678]
ad-body: COMBINED with the strictest decorum in the performance of its duties. The expense of a Funeral, however COSTLY or HUMBLE, may be ascertained at the time of giving the order, and carried out according to the wishes of friends by WALTER G. GEDDES, Undertaker, Octagon, Dunedin. W. G. G. imports Coffin Furniture of the newest designs, and every other Funeral requisite. Mourning Coaches with separate compartment for Children's Coffins.	[3, 819, 156, 893]
ad-body: GEORGE YOUNG IMPORTER, WATCHMAKER, AND JEWELLER, PRINCES STREET, DUNEDIN. In returning thanks for the patronage bestowed on him during the time he has been in business, wishes to intimate that he has now added to his stock the very finest designs in English, French, and American Clocks. Brooches, Bracelets, Earrings, Lockets, Rings, Scarf Pins, Alberts, Chains, Studs, Links, Jacklets, Crosses, Seals, Pencils. All kinds of Watches, Clocks, and Jewellery carefully cleaned and repaired on the premises. N.B.—Awarded First Prize for Clocks and Watches New Zealand Exhibition, 1865.	[957, 119, 1111, 215]
